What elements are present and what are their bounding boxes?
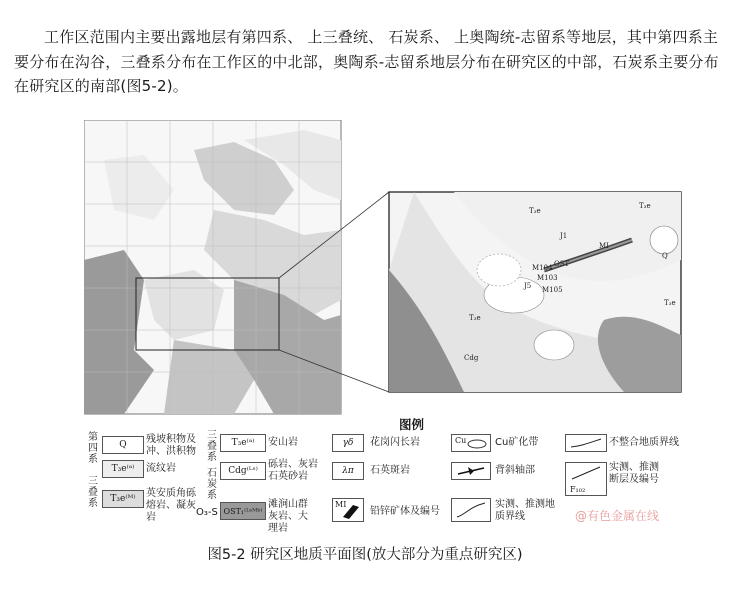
legend-group-triassic-left: 三叠系: [88, 476, 98, 509]
legend-label-unconformity: 不整合地质界线: [609, 437, 679, 448]
map-label: M103: [537, 274, 558, 282]
legend-label-os-prefix: O₃-S: [196, 507, 218, 518]
legend-group-triassic-mid: 三叠系: [207, 430, 217, 463]
legend-title: 图例: [399, 417, 425, 432]
map-label: T₃e: [529, 207, 541, 215]
legend-swatch-contact: [451, 498, 491, 522]
map-label: M104: [532, 264, 553, 272]
legend-swatch-cdg: Cdg⁽ᴸˢ⁾: [220, 462, 266, 480]
legend-swatch-lp: λπ: [332, 462, 364, 480]
legend-group-quaternary: 第四系: [88, 432, 98, 465]
legend-label-lp: 石英斑岩: [370, 465, 410, 476]
legend-swatch-anticline: [451, 462, 491, 480]
geologic-contact-icon: [455, 501, 487, 519]
map-label: J5: [524, 282, 532, 290]
legend-swatch-t3j: T₃e⁽ᵃ⁾: [220, 434, 266, 452]
map-label: OST: [554, 260, 570, 268]
legend-swatch-mi: [332, 498, 364, 522]
legend-swatch-q: Q: [102, 436, 144, 454]
legend-label-mi: 铅锌矿体及编号: [370, 506, 440, 517]
watermark: @有色金属在线: [575, 509, 660, 523]
legend-label-anticline: 背斜轴部: [495, 465, 535, 476]
legend-swatch-fault: [565, 462, 607, 496]
figure-caption: 图5-2 研究区地质平面图(放大部分为重点研究区): [207, 547, 523, 563]
ore-body-icon: [341, 503, 361, 519]
legend-label-cdg: 砾岩、灰岩石英砂岩: [268, 459, 318, 482]
detail-map: [389, 192, 681, 392]
legend-swatch-ost: OST₁⁽ᴸˢᴹᵇ⁾: [220, 502, 266, 520]
map-label: Cdg: [464, 354, 479, 362]
legend-swatch-t3e: T₃e⁽ᵃ⁾: [102, 460, 144, 478]
map-label: M105: [542, 286, 563, 294]
legend-code-cu: Cu: [455, 436, 467, 445]
anticline-axis-icon: [456, 465, 486, 477]
legend-swatch-t3e-m: T₃e⁽ᴹ⁾: [102, 490, 144, 508]
legend-swatch-gd: γδ: [332, 434, 364, 452]
legend-code-fault: F₁₀₂: [570, 485, 586, 494]
legend-swatch-unconformity: [565, 434, 607, 452]
map-label: T₃e: [664, 299, 676, 307]
map-label: T₃e: [469, 314, 481, 322]
legend-code-mi: MI: [335, 500, 347, 509]
map-label: MI: [599, 242, 609, 250]
legend-label-cu: Cu矿化带: [495, 437, 539, 448]
legend-label-gd: 花岗闪长岩: [370, 437, 420, 448]
map-label: T₃e: [639, 202, 651, 210]
unconformity-line-icon: [569, 437, 603, 449]
legend-label-q: 残坡积物及冲、洪积物: [146, 434, 196, 457]
legend-label-t3e: 流纹岩: [146, 463, 176, 474]
legend-label-t3e-m: 英安质角砾熔岩、凝灰岩: [146, 488, 196, 523]
legend-label-fault: 实测、推测断层及编号: [609, 462, 659, 485]
mineralization-zone-icon: [466, 439, 488, 449]
map-label: Q: [662, 252, 668, 260]
overview-map: [84, 120, 341, 414]
map-label: J1: [560, 232, 568, 240]
fault-line-icon: [570, 465, 602, 481]
legend-group-carboniferous: 石炭系: [207, 468, 217, 501]
legend-label-contact: 实测、推测地质界线: [495, 499, 555, 522]
body-paragraph: 工作区范围内主要出露地层有第四系、 上三叠统、 石炭系、 上奥陶统-志留系等地层，其中第四系主要分布在沟谷，三叠系分布在工作区的中北部，奥陶系-志留系地层分布在研究区的中部，石炭系主要分布在研究区的南部(图5-2)。: [14, 28, 719, 95]
legend-label-ost: 滩涧山群灰岩、大理岩: [268, 499, 308, 534]
legend-swatch-cu: [451, 434, 491, 452]
geological-map: [84, 120, 684, 420]
legend-label-t3j: 安山岩: [268, 437, 298, 448]
